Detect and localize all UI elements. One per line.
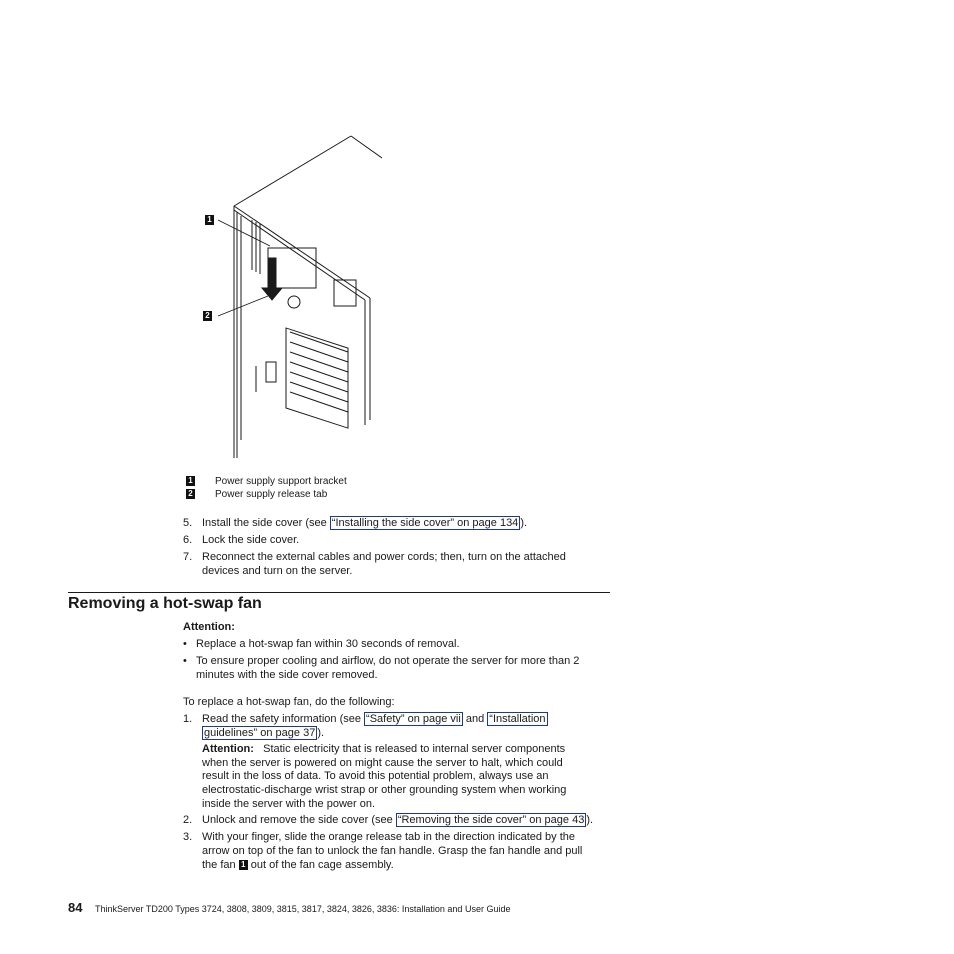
bullet-2-text: To ensure proper cooling and airflow, do not operate the server for more than 2: [196, 655, 580, 667]
link-installation-guidelines-cont[interactable]: guidelines” on page 37: [204, 727, 316, 739]
step-2: [183, 813, 593, 827]
link-installing-side-cover[interactable]: “Installing the side cover” on page 134: [331, 517, 519, 529]
step-1-number: 1.: [183, 713, 193, 725]
step-3-line-1: With your finger, slide the orange release tab in the direction indicated by the: [202, 831, 576, 843]
note-text-1: Static electricity that is released to internal server components: [263, 743, 566, 755]
footer-text: ThinkServer TD200 Types 3724, 3808, 3809, 3815, 3817, 3824, 3826, 3836: Installation and User Guide: [95, 904, 511, 914]
section-rule: [68, 592, 610, 593]
legend-row-2: [186, 488, 195, 501]
bullet-1-text: Replace a hot-swap fan within 30 seconds of removal.: [196, 638, 460, 650]
step-6: [183, 533, 299, 547]
bullet-2: [183, 654, 579, 668]
note-label: Attention:: [202, 743, 254, 755]
legend-label-1: Power supply support bracket: [215, 476, 347, 487]
link-removing-side-cover[interactable]: “Removing the side cover” on page 43: [397, 814, 585, 826]
step-3: [183, 830, 575, 844]
step-5: [183, 516, 527, 530]
figure-callout-2: 2: [203, 311, 212, 321]
legend-row-1: [186, 475, 195, 488]
note-line-2: when the server is powered on might cause the server to halt, which could: [202, 757, 563, 769]
step-2-post: ).: [586, 814, 594, 826]
inline-callout-1: 1: [239, 860, 248, 870]
note-line-3: result in the loss of data. To avoid this potential problem, always use an: [202, 770, 549, 782]
step-6-number: 6.: [183, 534, 193, 546]
bullet-dot: •: [183, 655, 187, 667]
server-illustration: [200, 130, 400, 465]
link-safety[interactable]: “Safety” on page vii: [366, 713, 461, 725]
step-5-post: ).: [520, 517, 528, 529]
step-7-number: 7.: [183, 551, 193, 563]
step-2-text: Unlock and remove the side cover (see: [202, 814, 396, 826]
legend-label-2: Power supply release tab: [215, 489, 328, 500]
attention-label-text: Attention:: [183, 621, 235, 633]
page-number: 84: [68, 900, 83, 915]
step-3-line-3-pre: the fan: [202, 859, 239, 871]
procedure-intro: To replace a hot-swap fan, do the following:: [183, 696, 395, 708]
figure-callout-1: 1: [205, 215, 214, 225]
step-5-text: Install the side cover (see: [202, 517, 330, 529]
bullet-dot: •: [183, 638, 187, 650]
note-line-4: electrostatic-discharge wrist strap or other grounding system when working: [202, 784, 567, 796]
attention-label: [183, 620, 235, 634]
step-1-line-2: [202, 726, 324, 740]
step-1-mid: and: [462, 713, 488, 725]
step-6-text: Lock the side cover.: [202, 534, 300, 546]
step-3-line-3: [202, 858, 394, 872]
legend-callout-1: 1: [186, 476, 195, 486]
bullet-2-line-2: minutes with the side cover removed.: [196, 669, 378, 681]
step-3-line-3-post: out of the fan cage assembly.: [247, 859, 394, 871]
link-installation-guidelines[interactable]: “Installation: [489, 713, 546, 725]
step-3-number: 3.: [183, 831, 193, 843]
step-5-number: 5.: [183, 517, 193, 529]
section-title: Removing a hot-swap fan: [68, 595, 262, 612]
legend-callout-2: 2: [186, 489, 195, 499]
step-7-line-1: Reconnect the external cables and power cords; then, turn on the attached: [202, 551, 566, 563]
note-line-1: [202, 742, 565, 756]
step-1-post: ).: [317, 727, 325, 739]
step-7: [183, 550, 566, 564]
step-2-number: 2.: [183, 814, 193, 826]
step-1: [183, 712, 548, 726]
note-line-5: inside the server with the power on.: [202, 798, 376, 810]
step-1-text: Read the safety information (see: [202, 713, 365, 725]
section-heading: [68, 594, 262, 614]
step-7-line-2: devices and turn on the server.: [202, 565, 353, 577]
bullet-1: [183, 637, 460, 651]
step-3-line-2: arrow on top of the fan to unlock the fan handle. Grasp the fan handle and pull: [202, 845, 583, 857]
